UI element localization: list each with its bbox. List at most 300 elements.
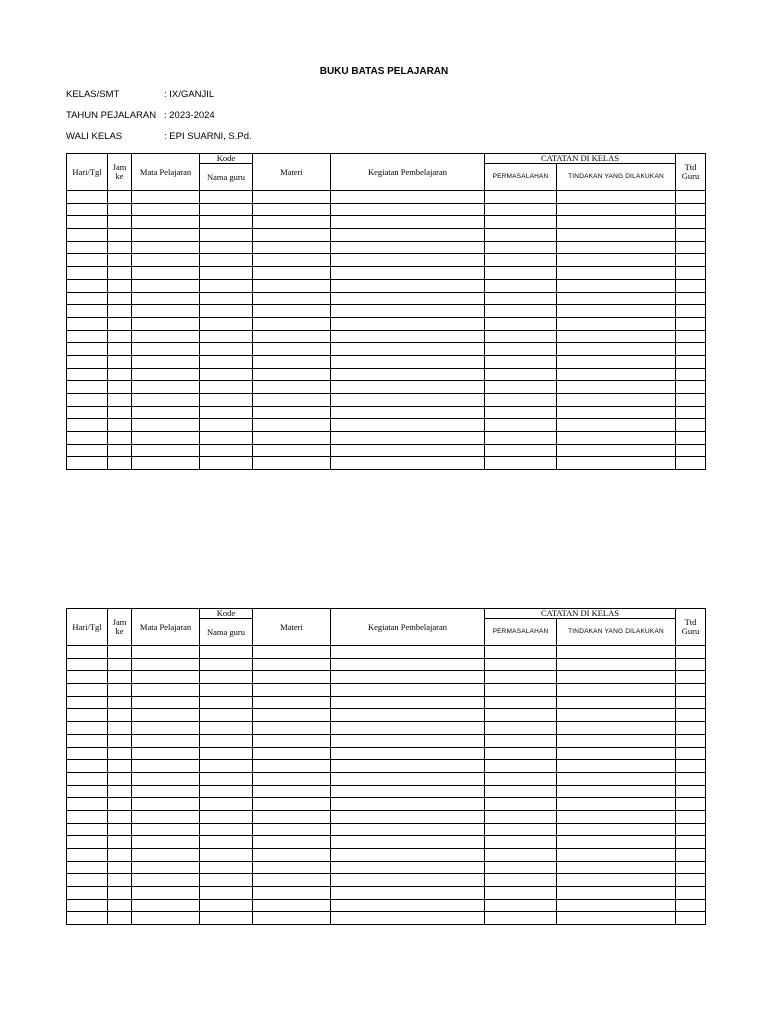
- table-cell: [485, 355, 557, 368]
- table-cell: [331, 191, 485, 204]
- table-row: [67, 836, 706, 849]
- header-ttd-guru: Ttd Guru: [676, 609, 706, 646]
- table-cell: [200, 709, 253, 722]
- table-cell: [132, 432, 200, 445]
- table-cell: [108, 292, 132, 305]
- table-row: [67, 887, 706, 900]
- table-cell: [676, 254, 706, 267]
- table-cell: [557, 810, 676, 823]
- table-cell: [67, 785, 108, 798]
- table-cell: [557, 709, 676, 722]
- table-cell: [200, 722, 253, 735]
- table-cell: [253, 229, 331, 242]
- table-cell: [132, 810, 200, 823]
- table-cell: [67, 658, 108, 671]
- table-cell: [331, 684, 485, 697]
- table-cell: [67, 696, 108, 709]
- table-cell: [132, 381, 200, 394]
- table-cell: [67, 734, 108, 747]
- table-cell: [200, 836, 253, 849]
- table-cell: [485, 785, 557, 798]
- table-cell: [132, 734, 200, 747]
- table-cell: [676, 394, 706, 407]
- table-cell: [331, 330, 485, 343]
- table-cell: [557, 887, 676, 900]
- table-cell: [557, 457, 676, 470]
- table-cell: [67, 722, 108, 735]
- table-cell: [557, 849, 676, 862]
- table-cell: [67, 330, 108, 343]
- table-cell: [557, 203, 676, 216]
- table-cell: [331, 823, 485, 836]
- table-cell: [132, 861, 200, 874]
- table-cell: [331, 394, 485, 407]
- table-cell: [676, 760, 706, 773]
- table-cell: [676, 798, 706, 811]
- table-cell: [485, 292, 557, 305]
- table-cell: [331, 419, 485, 432]
- table-cell: [485, 810, 557, 823]
- table-cell: [200, 734, 253, 747]
- table-cell: [557, 658, 676, 671]
- header-mata-pelajaran: Mata Pelajaran: [132, 154, 200, 191]
- table-cell: [331, 810, 485, 823]
- table-cell: [557, 254, 676, 267]
- table-cell: [557, 734, 676, 747]
- table-cell: [557, 394, 676, 407]
- table-row: [67, 658, 706, 671]
- table-cell: [132, 646, 200, 659]
- table-cell: [253, 241, 331, 254]
- table-cell: [253, 267, 331, 280]
- table-cell: [200, 747, 253, 760]
- table-cell: [200, 343, 253, 356]
- table-cell: [485, 254, 557, 267]
- table-row: [67, 305, 706, 318]
- table-row: [67, 330, 706, 343]
- table-cell: [200, 912, 253, 925]
- table-cell: [67, 292, 108, 305]
- table-cell: [485, 203, 557, 216]
- table-cell: [200, 330, 253, 343]
- info-label: WALI KELAS: [66, 131, 123, 142]
- table-cell: [132, 836, 200, 849]
- table-cell: [132, 785, 200, 798]
- table-row: [67, 849, 706, 862]
- table-cell: [200, 874, 253, 887]
- table-cell: [67, 368, 108, 381]
- table-cell: [557, 874, 676, 887]
- table-cell: [485, 874, 557, 887]
- table-cell: [557, 785, 676, 798]
- table-cell: [557, 216, 676, 229]
- table-cell: [331, 798, 485, 811]
- table-cell: [253, 836, 331, 849]
- table-cell: [67, 457, 108, 470]
- table-row: [67, 406, 706, 419]
- table-row: [67, 444, 706, 457]
- header-kegiatan-pembelajaran: Kegiatan Pembelajaran: [331, 609, 485, 646]
- table-row: [67, 279, 706, 292]
- table-cell: [557, 684, 676, 697]
- table-cell: [485, 444, 557, 457]
- table-cell: [108, 191, 132, 204]
- table-cell: [331, 861, 485, 874]
- table-cell: [108, 406, 132, 419]
- table-cell: [485, 658, 557, 671]
- table-cell: [557, 836, 676, 849]
- table-cell: [253, 823, 331, 836]
- table-cell: [485, 419, 557, 432]
- table-cell: [253, 899, 331, 912]
- table-cell: [67, 747, 108, 760]
- header-materi: Materi: [253, 154, 331, 191]
- table-cell: [67, 874, 108, 887]
- table-cell: [200, 899, 253, 912]
- table-cell: [557, 343, 676, 356]
- info-tahun-pelajaran: [66, 110, 215, 121]
- table-cell: [200, 444, 253, 457]
- table-cell: [200, 646, 253, 659]
- table-cell: [676, 849, 706, 862]
- table-cell: [676, 684, 706, 697]
- table-cell: [253, 646, 331, 659]
- table-cell: [253, 760, 331, 773]
- table-cell: [253, 191, 331, 204]
- table-cell: [676, 229, 706, 242]
- table-cell: [331, 305, 485, 318]
- table-cell: [676, 836, 706, 849]
- table-cell: [485, 330, 557, 343]
- table-cell: [200, 406, 253, 419]
- table-cell: [132, 899, 200, 912]
- table-cell: [676, 899, 706, 912]
- table-cell: [67, 899, 108, 912]
- table-cell: [557, 912, 676, 925]
- table-cell: [132, 457, 200, 470]
- table-cell: [253, 722, 331, 735]
- table-row: [67, 419, 706, 432]
- table-cell: [485, 899, 557, 912]
- table-cell: [132, 292, 200, 305]
- table-cell: [253, 203, 331, 216]
- table-cell: [67, 861, 108, 874]
- table-cell: [557, 368, 676, 381]
- table-cell: [108, 203, 132, 216]
- table-cell: [132, 368, 200, 381]
- table-cell: [331, 785, 485, 798]
- table-cell: [132, 709, 200, 722]
- header-permasalahan: PERMASALAHAN: [485, 164, 557, 191]
- table-cell: [200, 279, 253, 292]
- table-cell: [253, 874, 331, 887]
- table-cell: [331, 355, 485, 368]
- table-cell: [132, 216, 200, 229]
- table-cell: [253, 734, 331, 747]
- table-cell: [485, 849, 557, 862]
- table-cell: [67, 798, 108, 811]
- table-cell: [200, 696, 253, 709]
- table-row: [67, 203, 706, 216]
- table-cell: [253, 444, 331, 457]
- table-cell: [331, 241, 485, 254]
- table-cell: [132, 229, 200, 242]
- table-cell: [132, 772, 200, 785]
- table-cell: [331, 760, 485, 773]
- table-cell: [67, 343, 108, 356]
- table-cell: [331, 292, 485, 305]
- header-hari-tgl: Hari/Tgl: [67, 154, 108, 191]
- table-cell: [132, 330, 200, 343]
- table-cell: [132, 305, 200, 318]
- table-cell: [132, 722, 200, 735]
- table-cell: [331, 747, 485, 760]
- table-cell: [108, 419, 132, 432]
- table-row: [67, 747, 706, 760]
- table-cell: [132, 658, 200, 671]
- table-cell: [331, 432, 485, 445]
- table-row: [67, 899, 706, 912]
- table-cell: [253, 785, 331, 798]
- table-cell: [676, 810, 706, 823]
- table-cell: [200, 355, 253, 368]
- table-cell: [108, 747, 132, 760]
- table-cell: [676, 241, 706, 254]
- table-cell: [485, 381, 557, 394]
- table-cell: [331, 836, 485, 849]
- table-cell: [485, 432, 557, 445]
- table-cell: [557, 229, 676, 242]
- table-cell: [557, 823, 676, 836]
- table-cell: [557, 317, 676, 330]
- table-cell: [557, 772, 676, 785]
- table-cell: [67, 772, 108, 785]
- table-row: [67, 823, 706, 836]
- table-cell: [676, 216, 706, 229]
- table-cell: [676, 861, 706, 874]
- table-row: [67, 343, 706, 356]
- lesson-log-table-1: [66, 153, 706, 470]
- table-cell: [331, 254, 485, 267]
- table-cell: [67, 381, 108, 394]
- table-cell: [67, 254, 108, 267]
- table-cell: [485, 305, 557, 318]
- table-cell: [331, 317, 485, 330]
- table-cell: [108, 810, 132, 823]
- header-nama-guru: Nama guru: [200, 164, 253, 191]
- table-cell: [253, 292, 331, 305]
- table-cell: [67, 810, 108, 823]
- table-cell: [200, 241, 253, 254]
- table-row: [67, 798, 706, 811]
- table-cell: [108, 899, 132, 912]
- table-cell: [557, 671, 676, 684]
- table-cell: [676, 191, 706, 204]
- table-cell: [108, 457, 132, 470]
- table-cell: [132, 696, 200, 709]
- table-cell: [485, 229, 557, 242]
- table-cell: [67, 241, 108, 254]
- table-cell: [132, 874, 200, 887]
- table-cell: [676, 267, 706, 280]
- table-cell: [676, 343, 706, 356]
- table-cell: [108, 368, 132, 381]
- info-label: TAHUN PEJALARAN: [66, 110, 157, 121]
- table-row: [67, 912, 706, 925]
- table-cell: [67, 355, 108, 368]
- table-cell: [485, 368, 557, 381]
- table-cell: [557, 432, 676, 445]
- header-kode: Kode: [200, 154, 253, 164]
- info-wali-kelas: [66, 131, 252, 142]
- table-cell: [108, 772, 132, 785]
- table-cell: [132, 203, 200, 216]
- table-cell: [331, 444, 485, 457]
- table-cell: [676, 772, 706, 785]
- table-cell: [132, 406, 200, 419]
- table-cell: [200, 798, 253, 811]
- table-cell: [331, 722, 485, 735]
- table-cell: [108, 279, 132, 292]
- table-cell: [253, 671, 331, 684]
- table-cell: [485, 267, 557, 280]
- table-cell: [676, 203, 706, 216]
- table-row: [67, 810, 706, 823]
- table-cell: [200, 760, 253, 773]
- table-cell: [557, 406, 676, 419]
- table-cell: [253, 696, 331, 709]
- table-cell: [108, 432, 132, 445]
- table-cell: [676, 646, 706, 659]
- table-cell: [485, 394, 557, 407]
- table-cell: [676, 747, 706, 760]
- header-catatan-di-kelas: CATATAN DI KELAS: [485, 609, 676, 619]
- table-cell: [67, 305, 108, 318]
- table-cell: [108, 343, 132, 356]
- table-cell: [557, 191, 676, 204]
- table-cell: [676, 432, 706, 445]
- table-cell: [676, 709, 706, 722]
- table-cell: [132, 684, 200, 697]
- table-cell: [200, 684, 253, 697]
- table-cell: [557, 419, 676, 432]
- table-cell: [557, 330, 676, 343]
- table-cell: [331, 658, 485, 671]
- table-cell: [485, 760, 557, 773]
- table-cell: [200, 823, 253, 836]
- table-cell: [331, 457, 485, 470]
- table-row: [67, 394, 706, 407]
- table-cell: [331, 887, 485, 900]
- table-cell: [485, 646, 557, 659]
- table-cell: [676, 368, 706, 381]
- table-cell: [67, 709, 108, 722]
- table-cell: [676, 874, 706, 887]
- table-cell: [132, 823, 200, 836]
- table-cell: [485, 279, 557, 292]
- table-cell: [108, 874, 132, 887]
- table-cell: [108, 709, 132, 722]
- table-cell: [331, 734, 485, 747]
- table-cell: [253, 368, 331, 381]
- table-cell: [132, 912, 200, 925]
- table-cell: [200, 191, 253, 204]
- table-cell: [200, 432, 253, 445]
- table-cell: [67, 279, 108, 292]
- table-cell: [557, 696, 676, 709]
- table-cell: [253, 406, 331, 419]
- table-cell: [200, 267, 253, 280]
- table-cell: [108, 658, 132, 671]
- table-cell: [108, 355, 132, 368]
- table-cell: [67, 419, 108, 432]
- table-cell: [200, 861, 253, 874]
- table-cell: [557, 355, 676, 368]
- table-row: [67, 671, 706, 684]
- table-row: [67, 457, 706, 470]
- table-cell: [67, 317, 108, 330]
- table-cell: [676, 722, 706, 735]
- table-cell: [108, 912, 132, 925]
- info-value: : 2023-2024: [164, 110, 215, 121]
- table-cell: [67, 823, 108, 836]
- table-cell: [485, 823, 557, 836]
- table-cell: [108, 216, 132, 229]
- table-cell: [485, 241, 557, 254]
- table-cell: [200, 229, 253, 242]
- table-cell: [108, 241, 132, 254]
- table-cell: [253, 849, 331, 862]
- table-cell: [676, 658, 706, 671]
- table-cell: [253, 279, 331, 292]
- table-cell: [200, 849, 253, 862]
- table-cell: [676, 279, 706, 292]
- table-cell: [200, 368, 253, 381]
- table-cell: [331, 696, 485, 709]
- table-cell: [331, 671, 485, 684]
- table-cell: [331, 279, 485, 292]
- table-cell: [331, 203, 485, 216]
- table-cell: [200, 887, 253, 900]
- table-cell: [557, 267, 676, 280]
- table-row: [67, 368, 706, 381]
- table-cell: [676, 823, 706, 836]
- table-cell: [67, 912, 108, 925]
- table-row: [67, 722, 706, 735]
- table-cell: [676, 696, 706, 709]
- table-cell: [108, 381, 132, 394]
- header-catatan-di-kelas: CATATAN DI KELAS: [485, 154, 676, 164]
- table-cell: [485, 191, 557, 204]
- table-cell: [676, 734, 706, 747]
- table-cell: [132, 760, 200, 773]
- table-cell: [67, 406, 108, 419]
- table-cell: [676, 317, 706, 330]
- table-cell: [108, 849, 132, 862]
- table-row: [67, 709, 706, 722]
- table-row: [67, 684, 706, 697]
- table-cell: [67, 444, 108, 457]
- table-cell: [331, 343, 485, 356]
- table-cell: [108, 836, 132, 849]
- header-ttd-guru: Ttd Guru: [676, 154, 706, 191]
- header-mata-pelajaran: Mata Pelajaran: [132, 609, 200, 646]
- table-cell: [67, 432, 108, 445]
- table-cell: [557, 279, 676, 292]
- info-label: KELAS/SMT: [66, 89, 120, 100]
- table-cell: [132, 279, 200, 292]
- table-cell: [676, 457, 706, 470]
